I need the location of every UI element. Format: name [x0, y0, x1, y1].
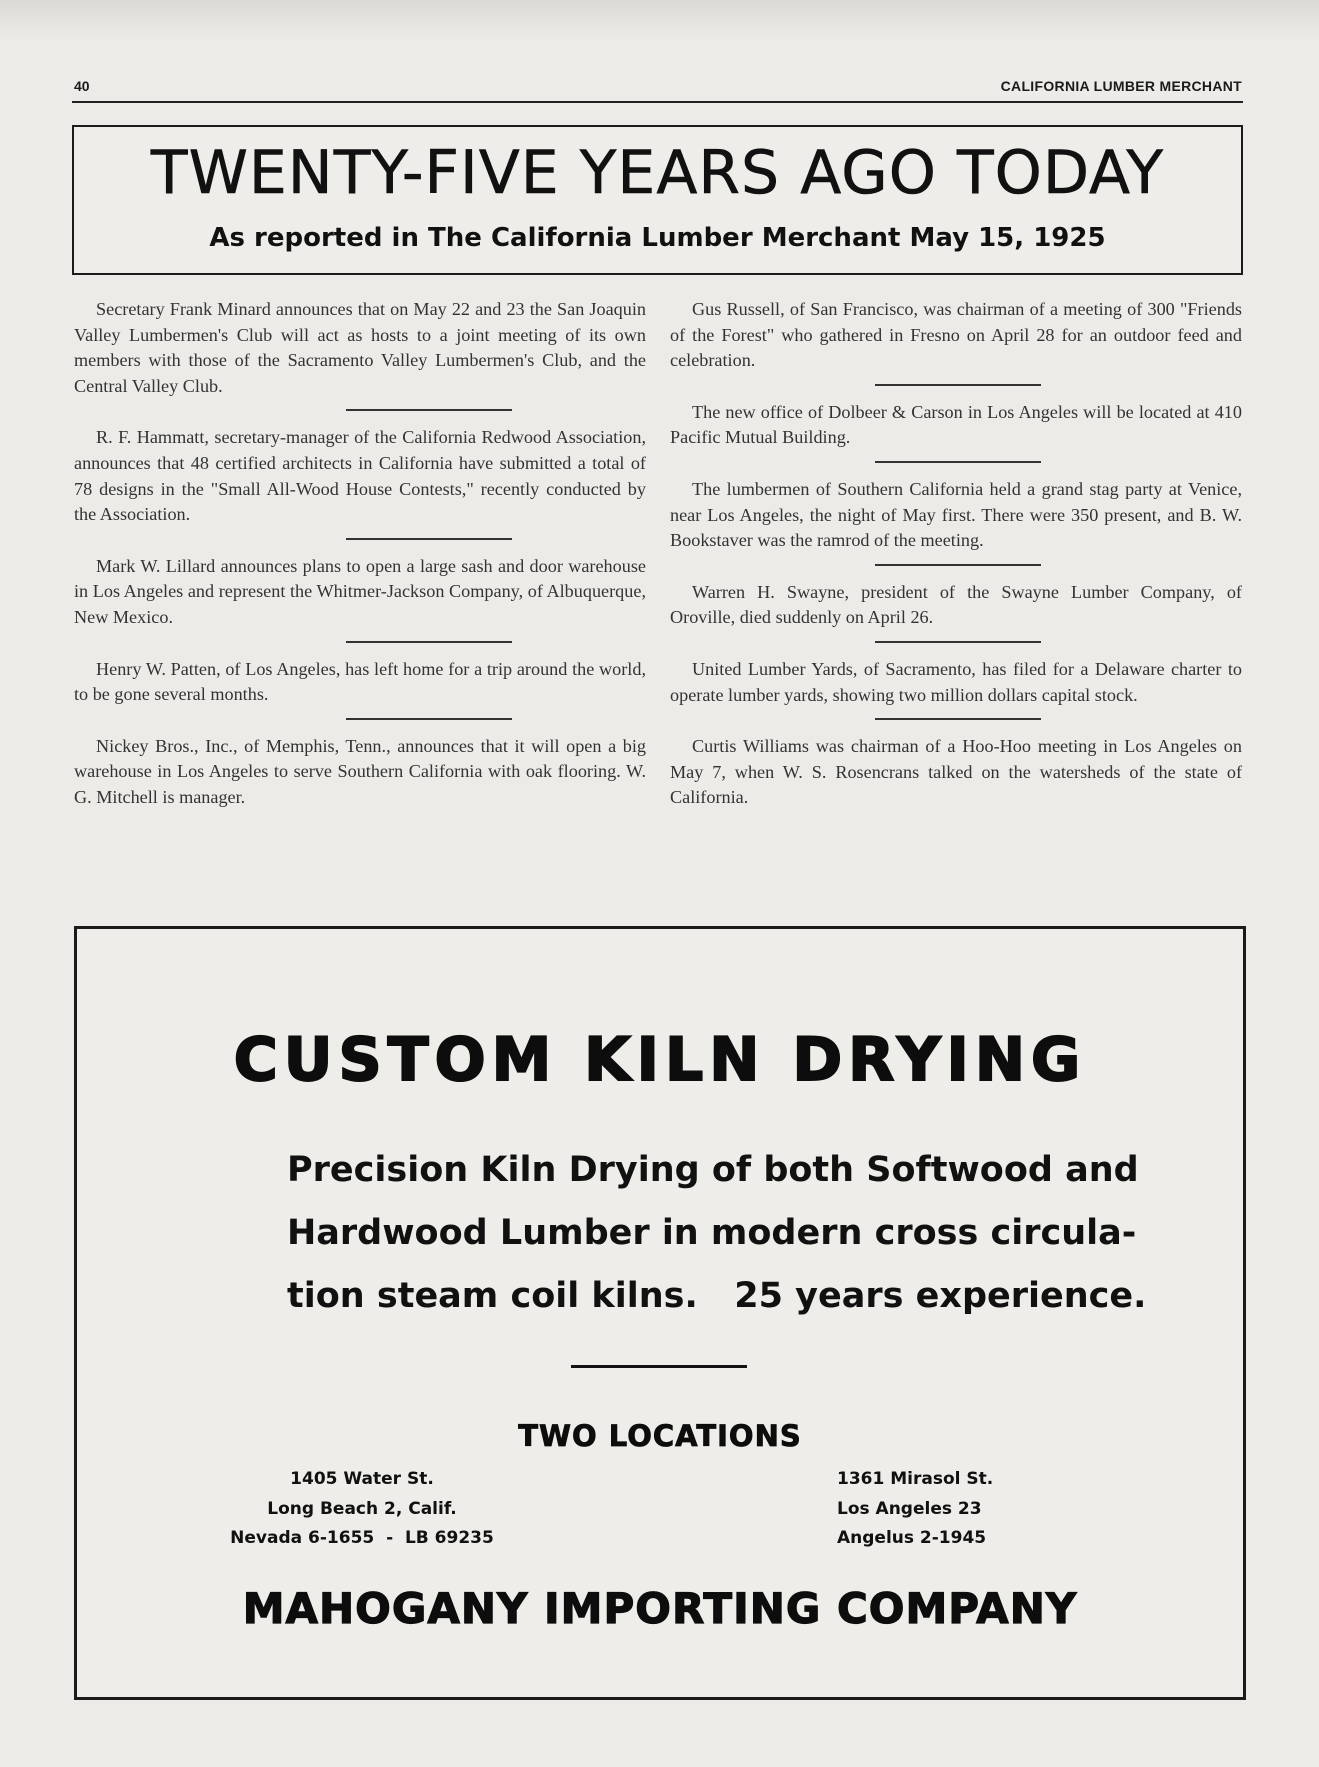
- news-item: United Lumber Yards, of Sacramento, has filed for a Delaware charter to operate lumber yards, showing two million dollars capital stock.: [670, 658, 1242, 705]
- locations-heading: TWO LOCATIONS: [518, 1419, 802, 1453]
- ad-body-line: tion steam coil kilns. 25 years experience.: [287, 1276, 1147, 1316]
- sub-title: As reported in The California Lumber Merchant May 15, 1925: [209, 223, 1106, 253]
- news-item: The new office of Dolbeer & Carson in Los Angeles will be located at 410 Pacific Mutual Building.: [670, 401, 1242, 448]
- location-right: [837, 1465, 1037, 1554]
- ad-rule: [571, 1365, 747, 1368]
- main-title: TWENTY-FIVE YEARS AGO TODAY: [150, 138, 1165, 208]
- news-item: Nickey Bros., Inc., of Memphis, Tenn., announces that it will open a big warehouse in Los Angeles to serve Southern California with oak flooring. W. G. Mitchell is manager.: [74, 735, 646, 807]
- left-column: [74, 297, 646, 811]
- news-item: The lumbermen of Southern California held a grand stag party at Venice, near Los Angeles, the night of May first. There were 350 present, and B. W. Bookstaver was the ramrod of the meeting.: [670, 478, 1242, 551]
- address-line: 1405 Water St.: [290, 1469, 434, 1489]
- news-item: R. F. Hammatt, secretary-manager of the California Redwood Association, announces that 48 certified architects in California have submitted a total of 78 designs in the "Small All-Wood House Contests," recently conducted by the Association.: [74, 427, 646, 525]
- header-rule: [72, 101, 1243, 103]
- page-number: 40: [74, 78, 90, 94]
- news-item: Gus Russell, of San Francisco, was chairman of a meeting of 300 "Friends of the Forest" who gathered in Fresno on April 28 for an outdoor feed and celebration.: [670, 299, 1242, 371]
- phone-line: Angelus 2-1945: [837, 1528, 987, 1548]
- advertisement-box: [74, 926, 1246, 1700]
- item-separator: [875, 641, 1041, 643]
- news-item: Secretary Frank Minard announces that on May 22 and 23 the San Joaquin Valley Lumbermen's Club will act as hosts to a joint meeting of its own members with those of the Sacramento Valley Lumbermen's Club, and the Central Valley Club.: [74, 299, 646, 396]
- news-item: Curtis Williams was chairman of a Hoo-Hoo meeting in Los Angeles on May 7, when W. S. Rosencrans talked on the watersheds of the state of California.: [670, 736, 1242, 808]
- address-line: 1361 Mirasol St.: [837, 1469, 994, 1489]
- item-separator: [346, 538, 512, 540]
- ad-body-line: Precision Kiln Drying of both Softwood and: [287, 1150, 1139, 1190]
- news-item: Henry W. Patten, of Los Angeles, has left home for a trip around the world, to be gone several months.: [74, 658, 646, 705]
- address-line: Long Beach 2, Calif.: [267, 1498, 457, 1519]
- ad-body-line: Hardwood Lumber in modern cross circula-: [287, 1213, 1137, 1253]
- item-separator: [875, 461, 1041, 463]
- item-separator: [875, 564, 1041, 566]
- phone-line: Nevada 6-1655 - LB 69235: [230, 1528, 494, 1548]
- address-line: Los Angeles 23: [837, 1498, 982, 1519]
- page-top-band: [0, 0, 1319, 40]
- news-item: Mark W. Lillard announces plans to open a large sash and door warehouse in Los Angeles and represent the Whitmer-Jackson Company, of Albuquerque, New Mexico.: [74, 555, 646, 627]
- item-separator: [346, 641, 512, 643]
- location-left: [217, 1465, 507, 1554]
- item-separator: [875, 718, 1041, 720]
- item-separator: [346, 409, 512, 411]
- news-item: Warren H. Swayne, president of the Swayne Lumber Company, of Oroville, died suddenly on April 26.: [670, 581, 1242, 628]
- ad-headline: CUSTOM KILN DRYING: [233, 1025, 1087, 1095]
- company-name: MAHOGANY IMPORTING COMPANY: [242, 1584, 1078, 1633]
- item-separator: [346, 718, 512, 720]
- item-separator: [875, 384, 1041, 386]
- title-box: [72, 125, 1243, 275]
- running-title: CALIFORNIA LUMBER MERCHANT: [1000, 78, 1242, 94]
- right-column: [670, 297, 1242, 811]
- ad-body: [287, 1139, 1147, 1328]
